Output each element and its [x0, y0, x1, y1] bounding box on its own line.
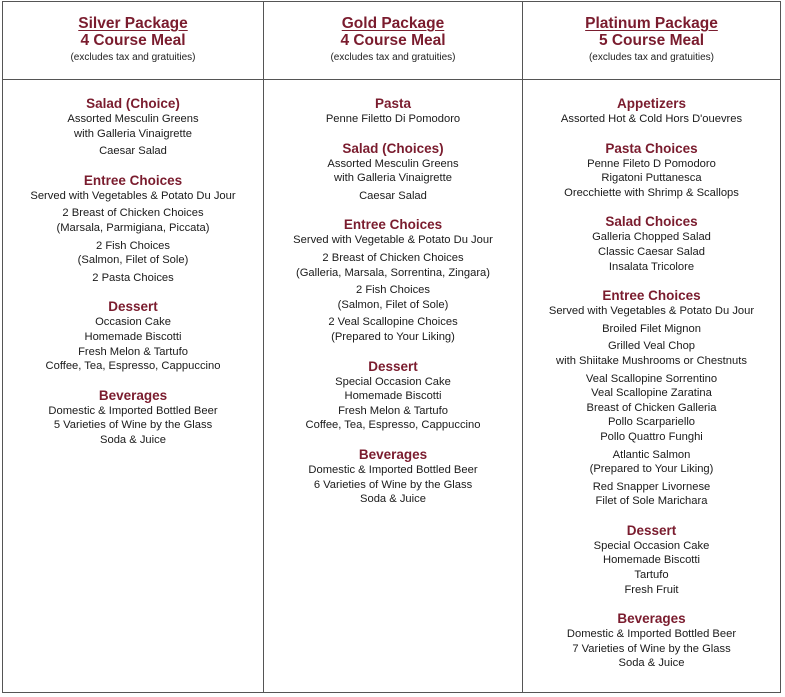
- silver-package-column: [3, 2, 263, 692]
- section-title: Pasta Choices: [605, 140, 698, 156]
- package-meal: 5 Course Meal: [598, 32, 705, 49]
- menu-section-beverages: [523, 610, 780, 671]
- package-title: Gold Package: [341, 15, 445, 32]
- menu-item: Fresh Fruit: [624, 583, 679, 596]
- package-note: (excludes tax and gratuities): [588, 52, 715, 63]
- menu-item: (Prepared to Your Liking): [589, 463, 714, 476]
- menu-item: Homemade Biscotti: [603, 554, 700, 567]
- menu-item: Red Snapper Livornese: [592, 480, 711, 493]
- menu-item: (Marsala, Parmigiana, Piccata): [56, 221, 210, 234]
- section-title: Entree Choices: [602, 288, 701, 304]
- menu-item: Assorted Mesculin Greens: [67, 113, 199, 125]
- menu-item: Special Occasion Cake: [335, 375, 451, 388]
- menu-item: Classic Caesar Salad: [598, 245, 705, 258]
- section-title: Appetizers: [616, 96, 687, 111]
- section-title: Entree Choices: [343, 217, 443, 233]
- menu-item: Homemade Biscotti: [344, 390, 442, 403]
- menu-item: Broiled Filet Mignon: [602, 322, 701, 335]
- package-header: [264, 2, 522, 79]
- section-title: Dessert: [108, 299, 158, 315]
- menu-item: (Salmon, Filet of Sole): [337, 298, 449, 311]
- menu-item: 2 Fish Choices: [96, 239, 170, 252]
- menu-section-appetizers: [523, 95, 780, 127]
- menu-item: Homemade Biscotti: [84, 330, 182, 343]
- package-note: (excludes tax and gratuities): [70, 52, 196, 63]
- package-menu: [264, 79, 522, 507]
- menu-item: Domestic & Imported Bottled Beer: [308, 463, 478, 476]
- package-meal: 4 Course Meal: [340, 32, 446, 49]
- package-meal: 4 Course Meal: [80, 32, 186, 49]
- menu-item: Caesar Salad: [99, 145, 167, 158]
- menu-item: Tartufo: [634, 569, 669, 582]
- menu-section-pasta: [264, 95, 522, 127]
- menu-item: Soda & Juice: [100, 433, 166, 446]
- menu-item: Penne Fileto D Pomodoro: [587, 157, 716, 170]
- section-title: Dessert: [368, 358, 418, 374]
- menu-item: Fresh Melon & Tartufo: [78, 345, 188, 358]
- menu-item: Veal Scallopine Sorrentino: [585, 372, 718, 385]
- menu-item: Soda & Juice: [618, 657, 685, 670]
- menu-item: Special Occasion Cake: [593, 539, 710, 552]
- menu-section-salad-choices: [264, 140, 522, 204]
- menu-item: Veal Scallopine Zaratina: [591, 387, 712, 400]
- platinum-package-column: [523, 2, 780, 692]
- section-title: Pasta: [374, 96, 412, 111]
- menu-section-pasta-choices: [523, 140, 780, 201]
- menu-item: Pollo Quattro Funghi: [600, 430, 703, 443]
- menu-item: Soda & Juice: [360, 493, 426, 506]
- section-title: Beverages: [358, 446, 428, 462]
- menu-item: Penne Filetto Di Pomodoro: [325, 113, 461, 125]
- menu-item: 2 Veal Scallopine Choices: [328, 316, 458, 329]
- menu-section-dessert: [3, 298, 263, 373]
- menu-item: Served with Vegetables & Potato Du Jour: [548, 305, 755, 318]
- menu-item: (Salmon, Filet of Sole): [77, 254, 189, 267]
- menu-item: Pollo Scarpariello: [607, 416, 696, 429]
- package-header: [523, 2, 780, 79]
- menu-section-salad-choices: [523, 213, 780, 274]
- menu-item: 2 Breast of Chicken Choices: [62, 207, 204, 220]
- section-title: Beverages: [98, 387, 168, 403]
- menu-item: Fresh Melon & Tartufo: [338, 404, 448, 417]
- menu-item: 5 Varieties of Wine by the Glass: [53, 419, 213, 432]
- menu-item: Assorted Mesculin Greens: [327, 157, 459, 170]
- section-title: Entree Choices: [83, 172, 183, 188]
- section-title: Dessert: [626, 522, 677, 538]
- section-title: Salad (Choice): [86, 96, 180, 111]
- menu-item: Breast of Chicken Galleria: [586, 401, 717, 414]
- package-title: Silver Package: [78, 15, 188, 32]
- menu-section-entree-choices: [264, 216, 522, 344]
- menu-section-dessert: [264, 358, 522, 433]
- menu-item: Served with Vegetable & Potato Du Jour: [293, 234, 493, 247]
- package-menu: [3, 79, 263, 448]
- menu-section-entree-choices: [3, 172, 263, 286]
- menu-item: Domestic & Imported Bottled Beer: [566, 628, 737, 641]
- menu-item: Grilled Veal Chop: [607, 340, 696, 353]
- menu-item: with Galleria Vinaigrette: [74, 127, 192, 140]
- menu-item: Domestic & Imported Bottled Beer: [48, 404, 218, 417]
- menu-item: with Galleria Vinaigrette: [334, 172, 452, 185]
- menu-item: 6 Varieties of Wine by the Glass: [313, 478, 473, 491]
- package-title: Platinum Package: [585, 15, 718, 32]
- section-title: Salad (Choices): [342, 140, 444, 156]
- menu-item: Insalata Tricolore: [608, 260, 695, 273]
- menu-item: 2 Pasta Choices: [92, 271, 174, 284]
- menu-item: 2 Fish Choices: [356, 284, 430, 297]
- menu-item: Filet of Sole Marichara: [595, 495, 708, 508]
- menu-item: Caesar Salad: [359, 189, 427, 202]
- menu-section-salad-choice: [3, 95, 263, 159]
- menu-section-entree-choices: [523, 287, 780, 509]
- menu-item: Orecchiette with Shrimp & Scallops: [564, 186, 739, 199]
- menu-item: Assorted Hot & Cold Hors D'ouevres: [560, 113, 743, 125]
- menu-item: (Galleria, Marsala, Sorrentina, Zingara): [296, 266, 490, 279]
- package-menu: [523, 79, 780, 671]
- menu-item: Coffee, Tea, Espresso, Cappuccino: [45, 360, 221, 373]
- menu-section-dessert: [523, 522, 780, 597]
- menu-item: Rigatoni Puttanesca: [601, 172, 702, 185]
- section-title: Beverages: [617, 611, 686, 627]
- menu-item: Occasion Cake: [95, 316, 171, 329]
- menu-item: with Shiitake Mushrooms or Chestnuts: [556, 354, 747, 367]
- menu-item: Served with Vegetables & Potato Du Jour: [30, 189, 236, 202]
- menu-section-beverages: [264, 446, 522, 507]
- menu-package-table: [2, 1, 781, 693]
- menu-item: Atlantic Salmon: [612, 448, 691, 461]
- menu-item: 7 Varieties of Wine by the Glass: [572, 642, 731, 655]
- menu-item: (Prepared to Your Liking): [331, 330, 455, 343]
- package-note: (excludes tax and gratuities): [330, 52, 456, 63]
- menu-item: Coffee, Tea, Espresso, Cappuccino: [305, 419, 481, 432]
- menu-item: 2 Breast of Chicken Choices: [322, 251, 464, 264]
- package-header: [3, 2, 263, 79]
- section-title: Salad Choices: [605, 214, 698, 230]
- gold-package-column: [264, 2, 522, 692]
- menu-item: Galleria Chopped Salad: [592, 231, 711, 244]
- menu-section-beverages: [3, 387, 263, 448]
